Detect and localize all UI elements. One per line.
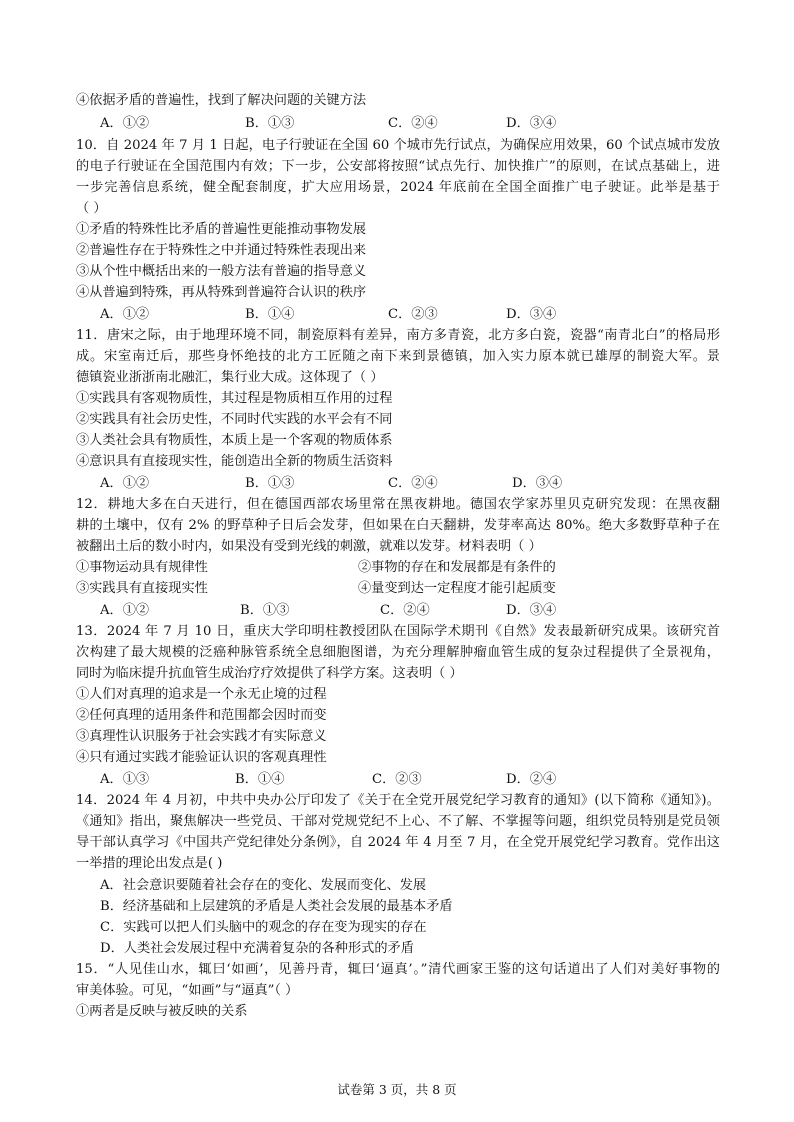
q12-stem-line-2: 耕的土壤中，仅有 2% 的野草种子日后会发芽，但如果在白天翻耕，发芽率高达 80%。绝大多数野草种子在 <box>76 518 720 533</box>
q14-stem-line-4: 一举措的理论出发点是( ) <box>76 856 223 871</box>
q13-stem-line-2: 次构建了最大规模的泛癌种脉管系统全息细胞图谱，为充分理解肿瘤血管生成的复杂过程提供了全景视角， <box>76 645 720 660</box>
q12-item-1: ①事物运动具有规律性 <box>76 560 208 575</box>
q12-option-d: D．③④ <box>506 603 557 618</box>
q11-item-2: ②实践具有社会历史性，不同时代实践的水平会有不同 <box>76 412 393 427</box>
q12-option-b: B．①③ <box>240 603 290 618</box>
q11-item-4: ④意识具有直接现实性，能创造出全新的物质生活资料 <box>76 454 393 469</box>
q13-option-a: A．①③ <box>100 772 150 787</box>
q14-stem-line-3: 导干部认真学习《中国共产党纪律处分条例》，自 2024 年 4 月至 7 月，在全党开展党纪学习教育。党作出这 <box>76 835 720 850</box>
q10-stem-line-3: 一步完善信息系统，健全配套制度，扩大应用场景，2024 年底前在全国全面推广电子驶证。此举是基于 <box>76 180 720 195</box>
q11-option-d: D．③④ <box>512 476 563 491</box>
q10-option-d: D．③④ <box>506 307 557 322</box>
q14-stem-line-1: 14．2024 年 4 月初，中共中央办公厅印发了《关于在全党开展党纪学习教育的通知》(以下简称《通知》)。 <box>76 793 720 808</box>
q10-stem-line-4: （ ） <box>76 201 107 216</box>
q14-choice-b: B．经济基础和上层建筑的矛盾是人类社会发展的最基本矛盾 <box>100 899 453 914</box>
q15-stem-line-2: 审美体验。可见，“如画”与“逼真”（ ） <box>76 983 299 998</box>
q11-stem-line-1: 11．唐宋之际，由于地理环境不同，制瓷原料有差异，南方多青瓷，北方多白瓷，瓷器“南青北白”的格局形 <box>76 328 720 343</box>
q13-option-d: D．②④ <box>506 772 557 787</box>
q10-stem-line-1: 10．自 2024 年 7 月 1 日起，电子行驶证在全国 60 个城市先行试点，为确保应用效果，60 个试点城市发放 <box>76 138 720 153</box>
q13-item-4: ④只有通过实践才能验证认识的客观真理性 <box>76 750 327 765</box>
q10-stem-line-2: 的电子行驶证在全国范围内有效；下一步，公安部将按照“试点先行、加快推广”的原则，在试点基础上，进 <box>76 159 720 174</box>
q10-option-b: B．①④ <box>245 307 295 322</box>
q12-item-2: ②事物的存在和发展都是有条件的 <box>358 560 556 575</box>
q10-item-3: ③从个性中概括出来的一般方法有普遍的指导意义 <box>76 264 367 279</box>
q13-stem-line-1: 13．2024 年 7 月 10 日，重庆大学印明柱教授团队在国际学术期刊《自然》发表最新研究成果。该研究首 <box>76 624 720 639</box>
q11-option-a: A．①② <box>100 476 150 491</box>
page-footer: 试卷第 3 页，共 8 页 <box>337 1082 457 1097</box>
q11-stem-line-2: 成。宋室南迁后，那些身怀绝技的北方工匠随之南下来到景德镇，加入实力原本就已雄厚的制瓷大军。景 <box>76 349 720 364</box>
previous-option-d: D．③④ <box>506 116 557 131</box>
q13-item-1: ①人们对真理的追求是一个永无止境的过程 <box>76 687 327 702</box>
q15-stem-line-1: 15．“人见佳山水，辄曰‘如画’，见善丹青，辄曰‘逼真’。”清代画家王鉴的这句话道出了人们对美好事物的 <box>76 962 720 977</box>
q12-item-4: ④量变到达一定程度才能引起质变 <box>358 581 556 596</box>
q13-item-3: ③真理性认识服务于社会实践才有实际意义 <box>76 729 327 744</box>
q11-option-c: C．②④ <box>388 476 438 491</box>
q14-choice-c: C．实践可以把人们头脑中的观念的存在变为现实的存在 <box>100 920 427 935</box>
previous-option-c: C．②④ <box>388 116 438 131</box>
q13-option-c: C．②③ <box>372 772 422 787</box>
previous-question-item-4: ④依据矛盾的普遍性，找到了解决问题的关键方法 <box>76 93 367 108</box>
q13-option-b: B．①④ <box>235 772 285 787</box>
q10-item-4: ④从普遍到特殊，再从特殊到普遍符合认识的秩序 <box>76 285 367 300</box>
q11-item-1: ①实践具有客观物质性，其过程是物质相互作用的过程 <box>76 391 393 406</box>
q15-item-1: ①两者是反映与被反映的关系 <box>76 1004 248 1019</box>
q14-choice-d: D．人类社会发展过程中充满着复杂的各种形式的矛盾 <box>100 941 414 956</box>
q10-option-c: C．②③ <box>388 307 438 322</box>
q10-option-a: A．①② <box>100 307 150 322</box>
q12-option-c: C．②④ <box>380 603 430 618</box>
q12-item-3: ③实践具有直接现实性 <box>76 581 208 596</box>
q10-item-2: ②普遍性存在于特殊性之中并通过特殊性表现出来 <box>76 243 367 258</box>
q11-option-b: B．①③ <box>245 476 295 491</box>
q10-item-1: ①矛盾的特殊性比矛盾的普遍性更能推动事物发展 <box>76 222 367 237</box>
q12-option-a: A．①② <box>100 603 150 618</box>
q13-item-2: ②任何真理的适用条件和范围都会因时而变 <box>76 708 327 723</box>
q12-stem-line-1: 12．耕地大多在白天进行，但在德国西部农场里常在黑夜耕地。德国农学家苏里贝克研究发现：在黑夜翻 <box>76 497 720 512</box>
q13-stem-line-3: 同时为临床提升抗血管生成治疗疗效提供了科学方案。这表明（ ） <box>76 666 463 681</box>
q14-choice-a: A．社会意识要随着社会存在的变化、发展而变化、发展 <box>100 878 427 893</box>
q11-item-3: ③人类社会具有物质性，本质上是一个客观的物质体系 <box>76 433 393 448</box>
previous-option-a: A．①② <box>100 116 150 131</box>
q12-stem-line-3: 被翻出土后的数小时内，如果没有受到光线的刺激，就难以发芽。材料表明（ ） <box>76 539 542 554</box>
previous-option-b: B．①③ <box>245 116 295 131</box>
q11-stem-line-3: 德镇瓷业浙浙南北融汇，集行业大成。这体现了（ ） <box>76 370 384 385</box>
q14-stem-line-2: 《通知》指出，聚焦解决一些党员、干部对党规党纪不上心、不了解、不掌握等问题，组织党员特别是党员领 <box>76 814 720 829</box>
